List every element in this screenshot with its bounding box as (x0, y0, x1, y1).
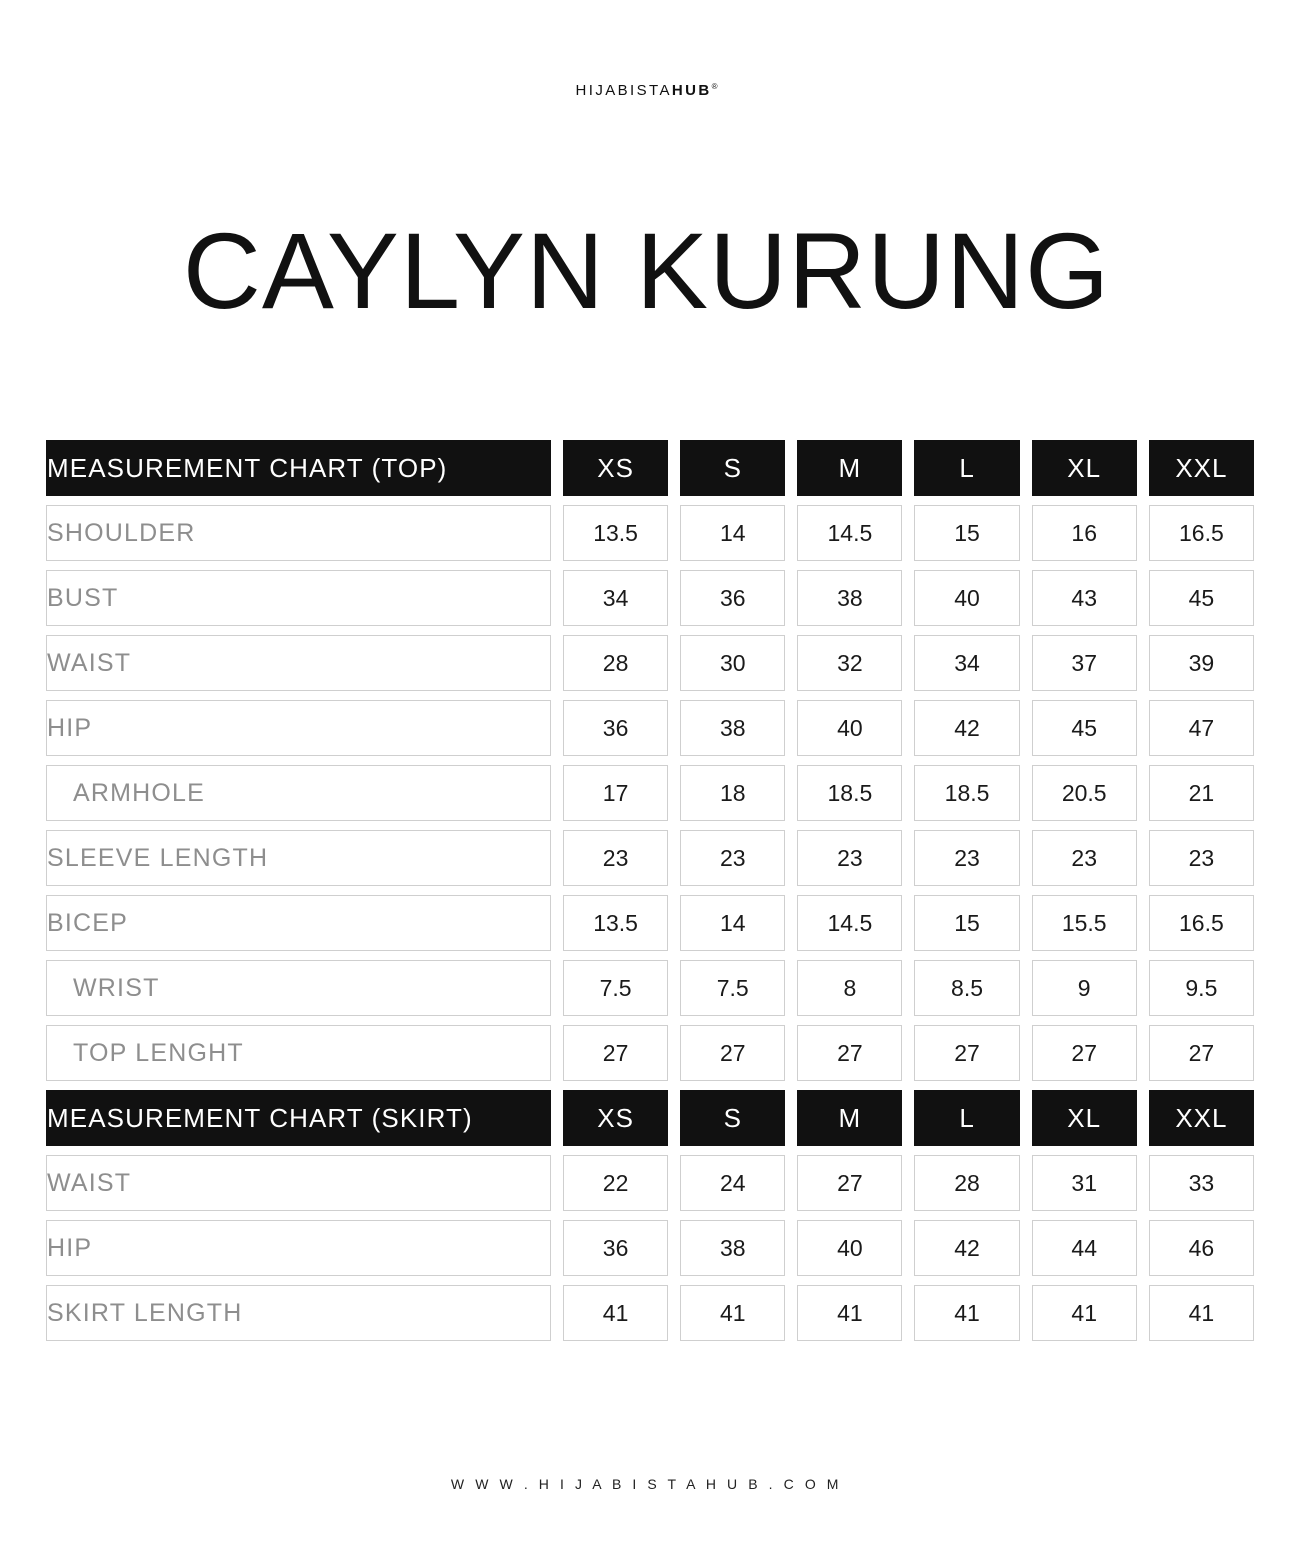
measurement-value-xxl: 45 (1149, 570, 1254, 626)
table-row (46, 505, 1254, 561)
chart-header-label: MEASUREMENT CHART (TOP) (46, 440, 551, 496)
measurement-label: WAIST (46, 635, 551, 691)
measurement-value-xl: 27 (1032, 1025, 1137, 1081)
column-gap (551, 440, 563, 496)
column-gap (551, 635, 563, 691)
table-row (46, 1285, 1254, 1341)
table-row (46, 765, 1254, 821)
column-gap (785, 1155, 797, 1211)
measurement-value-xxl: 27 (1149, 1025, 1254, 1081)
measurement-value-m: 38 (797, 570, 902, 626)
column-gap (785, 830, 797, 886)
column-gap (785, 570, 797, 626)
table-row (46, 635, 1254, 691)
measurement-label: WAIST (46, 1155, 551, 1211)
column-gap (1020, 830, 1032, 886)
column-gap (902, 440, 914, 496)
column-gap (785, 1090, 797, 1146)
measurement-value-xl: 31 (1032, 1155, 1137, 1211)
brand-name-bold: HUB (671, 82, 712, 99)
measurement-value-s: 23 (680, 830, 785, 886)
measurement-value-l: 8.5 (914, 960, 1019, 1016)
size-header-l: L (914, 440, 1019, 496)
column-gap (902, 1025, 914, 1081)
column-gap (785, 1025, 797, 1081)
column-gap (668, 765, 680, 821)
column-gap (668, 505, 680, 561)
brand-logo (0, 0, 1293, 99)
measurement-value-l: 15 (914, 505, 1019, 561)
column-gap (902, 1155, 914, 1211)
column-gap (1020, 570, 1032, 626)
measurement-value-xs: 27 (563, 1025, 668, 1081)
measurement-value-l: 18.5 (914, 765, 1019, 821)
measurement-label: HIP (46, 700, 551, 756)
row-gap (46, 1276, 1254, 1285)
measurement-value-xxl: 47 (1149, 700, 1254, 756)
measurement-value-l: 41 (914, 1285, 1019, 1341)
row-gap (46, 886, 1254, 895)
size-header-s: S (680, 1090, 785, 1146)
brand-name-light: HIJABISTA (575, 82, 672, 99)
column-gap (1137, 570, 1149, 626)
column-gap (785, 700, 797, 756)
measurement-value-s: 7.5 (680, 960, 785, 1016)
column-gap (785, 1285, 797, 1341)
measurement-label: ARMHOLE (46, 765, 551, 821)
measurement-value-xs: 23 (563, 830, 668, 886)
column-gap (668, 570, 680, 626)
measurement-value-xxl: 16.5 (1149, 505, 1254, 561)
measurement-value-xs: 41 (563, 1285, 668, 1341)
measurement-value-m: 40 (797, 1220, 902, 1276)
column-gap (1137, 700, 1149, 756)
column-gap (668, 830, 680, 886)
column-gap (902, 570, 914, 626)
measurement-value-l: 28 (914, 1155, 1019, 1211)
column-gap (1137, 1155, 1149, 1211)
table-row (46, 960, 1254, 1016)
column-gap (1020, 1025, 1032, 1081)
column-gap (551, 700, 563, 756)
column-gap (785, 765, 797, 821)
column-gap (902, 960, 914, 1016)
measurement-value-xl: 15.5 (1032, 895, 1137, 951)
row-gap (46, 496, 1254, 505)
measurement-value-xs: 22 (563, 1155, 668, 1211)
measurement-value-m: 8 (797, 960, 902, 1016)
measurement-value-xs: 34 (563, 570, 668, 626)
column-gap (1020, 895, 1032, 951)
column-gap (902, 895, 914, 951)
column-gap (1020, 960, 1032, 1016)
measurement-table (46, 440, 1254, 1350)
measurement-value-s: 30 (680, 635, 785, 691)
measurement-value-xs: 7.5 (563, 960, 668, 1016)
measurement-label: TOP LENGHT (46, 1025, 551, 1081)
column-gap (902, 635, 914, 691)
measurement-value-xs: 13.5 (563, 505, 668, 561)
column-gap (785, 505, 797, 561)
measurement-label: SHOULDER (46, 505, 551, 561)
measurement-value-xs: 36 (563, 700, 668, 756)
column-gap (1020, 635, 1032, 691)
measurement-label: WRIST (46, 960, 551, 1016)
row-gap (46, 691, 1254, 700)
measurement-value-xl: 43 (1032, 570, 1137, 626)
size-header-m: M (797, 440, 902, 496)
measurement-value-xxl: 33 (1149, 1155, 1254, 1211)
measurement-value-xxl: 23 (1149, 830, 1254, 886)
size-header-xxl: XXL (1149, 440, 1254, 496)
column-gap (1137, 1090, 1149, 1146)
measurement-value-xxl: 46 (1149, 1220, 1254, 1276)
measurement-value-m: 41 (797, 1285, 902, 1341)
column-gap (1137, 1285, 1149, 1341)
column-gap (785, 895, 797, 951)
measurement-value-l: 40 (914, 570, 1019, 626)
table-row (46, 570, 1254, 626)
column-gap (785, 635, 797, 691)
column-gap (668, 960, 680, 1016)
registered-mark: ® (711, 82, 718, 91)
measurement-value-s: 18 (680, 765, 785, 821)
column-gap (551, 960, 563, 1016)
chart-header-row (46, 1090, 1254, 1146)
size-header-xs: XS (563, 440, 668, 496)
measurement-value-s: 27 (680, 1025, 785, 1081)
size-header-m: M (797, 1090, 902, 1146)
column-gap (551, 895, 563, 951)
footer-url: W W W . H I J A B I S T A H U B . C O M (450, 1476, 843, 1492)
column-gap (1137, 1025, 1149, 1081)
column-gap (902, 505, 914, 561)
column-gap (1137, 440, 1149, 496)
measurement-value-m: 40 (797, 700, 902, 756)
measurement-value-s: 41 (680, 1285, 785, 1341)
size-header-xxl: XXL (1149, 1090, 1254, 1146)
size-header-xl: XL (1032, 440, 1137, 496)
column-gap (785, 960, 797, 1016)
column-gap (551, 830, 563, 886)
measurement-value-l: 27 (914, 1025, 1019, 1081)
measurement-value-l: 42 (914, 700, 1019, 756)
measurement-value-s: 14 (680, 895, 785, 951)
measurement-value-l: 42 (914, 1220, 1019, 1276)
column-gap (1137, 960, 1149, 1016)
column-gap (1137, 895, 1149, 951)
row-gap (46, 756, 1254, 765)
measurement-value-m: 14.5 (797, 895, 902, 951)
column-gap (1020, 440, 1032, 496)
measurement-value-xxl: 9.5 (1149, 960, 1254, 1016)
size-header-l: L (914, 1090, 1019, 1146)
column-gap (551, 1220, 563, 1276)
measurement-value-xs: 28 (563, 635, 668, 691)
column-gap (902, 765, 914, 821)
measurement-charts (46, 440, 1254, 1350)
column-gap (668, 1285, 680, 1341)
column-gap (1020, 1285, 1032, 1341)
chart-header-row (46, 440, 1254, 496)
row-gap (46, 1341, 1254, 1350)
measurement-value-xs: 36 (563, 1220, 668, 1276)
measurement-value-xxl: 16.5 (1149, 895, 1254, 951)
measurement-value-s: 38 (680, 1220, 785, 1276)
measurement-value-xl: 37 (1032, 635, 1137, 691)
column-gap (551, 1285, 563, 1341)
measurement-value-xl: 44 (1032, 1220, 1137, 1276)
column-gap (1020, 765, 1032, 821)
row-gap (46, 626, 1254, 635)
row-gap (46, 1081, 1254, 1090)
row-gap (46, 1016, 1254, 1025)
table-row (46, 1155, 1254, 1211)
measurement-value-l: 23 (914, 830, 1019, 886)
row-gap (46, 561, 1254, 570)
measurement-value-m: 27 (797, 1155, 902, 1211)
measurement-label: HIP (46, 1220, 551, 1276)
measurement-value-m: 32 (797, 635, 902, 691)
column-gap (668, 895, 680, 951)
measurement-value-xl: 16 (1032, 505, 1137, 561)
table-row (46, 1220, 1254, 1276)
column-gap (1020, 700, 1032, 756)
column-gap (902, 1090, 914, 1146)
column-gap (668, 1090, 680, 1146)
measurement-value-xs: 13.5 (563, 895, 668, 951)
table-row (46, 1025, 1254, 1081)
column-gap (1137, 830, 1149, 886)
column-gap (668, 700, 680, 756)
column-gap (668, 1220, 680, 1276)
column-gap (1137, 765, 1149, 821)
measurement-value-s: 38 (680, 700, 785, 756)
column-gap (785, 1220, 797, 1276)
column-gap (1020, 1155, 1032, 1211)
column-gap (668, 1155, 680, 1211)
measurement-label: SLEEVE LENGTH (46, 830, 551, 886)
measurement-value-s: 14 (680, 505, 785, 561)
column-gap (668, 635, 680, 691)
measurement-value-xl: 20.5 (1032, 765, 1137, 821)
page-title: CAYLYN KURUNG (182, 210, 1111, 331)
column-gap (551, 1090, 563, 1146)
row-gap (46, 1211, 1254, 1220)
measurement-value-s: 36 (680, 570, 785, 626)
column-gap (1137, 635, 1149, 691)
column-gap (668, 1025, 680, 1081)
measurement-value-m: 14.5 (797, 505, 902, 561)
table-row (46, 700, 1254, 756)
row-gap (46, 821, 1254, 830)
column-gap (551, 570, 563, 626)
row-gap (46, 1146, 1254, 1155)
measurement-value-l: 34 (914, 635, 1019, 691)
column-gap (551, 1025, 563, 1081)
size-header-s: S (680, 440, 785, 496)
column-gap (902, 1220, 914, 1276)
column-gap (1020, 505, 1032, 561)
measurement-value-xl: 45 (1032, 700, 1137, 756)
column-gap (902, 700, 914, 756)
size-header-xl: XL (1032, 1090, 1137, 1146)
column-gap (551, 1155, 563, 1211)
table-row (46, 830, 1254, 886)
column-gap (1137, 1220, 1149, 1276)
measurement-label: BICEP (46, 895, 551, 951)
chart-header-label: MEASUREMENT CHART (SKIRT) (46, 1090, 551, 1146)
measurement-value-xs: 17 (563, 765, 668, 821)
column-gap (785, 440, 797, 496)
measurement-value-m: 27 (797, 1025, 902, 1081)
column-gap (551, 765, 563, 821)
measurement-value-s: 24 (680, 1155, 785, 1211)
measurement-value-xl: 9 (1032, 960, 1137, 1016)
column-gap (668, 440, 680, 496)
measurement-value-xxl: 39 (1149, 635, 1254, 691)
column-gap (551, 505, 563, 561)
measurement-value-xl: 23 (1032, 830, 1137, 886)
column-gap (1137, 505, 1149, 561)
row-gap (46, 951, 1254, 960)
measurement-value-xl: 41 (1032, 1285, 1137, 1341)
column-gap (902, 830, 914, 886)
column-gap (1020, 1220, 1032, 1276)
measurement-value-l: 15 (914, 895, 1019, 951)
size-header-xs: XS (563, 1090, 668, 1146)
measurement-label: SKIRT LENGTH (46, 1285, 551, 1341)
table-row (46, 895, 1254, 951)
column-gap (1020, 1090, 1032, 1146)
measurement-value-m: 23 (797, 830, 902, 886)
measurement-value-xxl: 41 (1149, 1285, 1254, 1341)
measurement-value-m: 18.5 (797, 765, 902, 821)
measurement-label: BUST (46, 570, 551, 626)
measurement-value-xxl: 21 (1149, 765, 1254, 821)
column-gap (902, 1285, 914, 1341)
